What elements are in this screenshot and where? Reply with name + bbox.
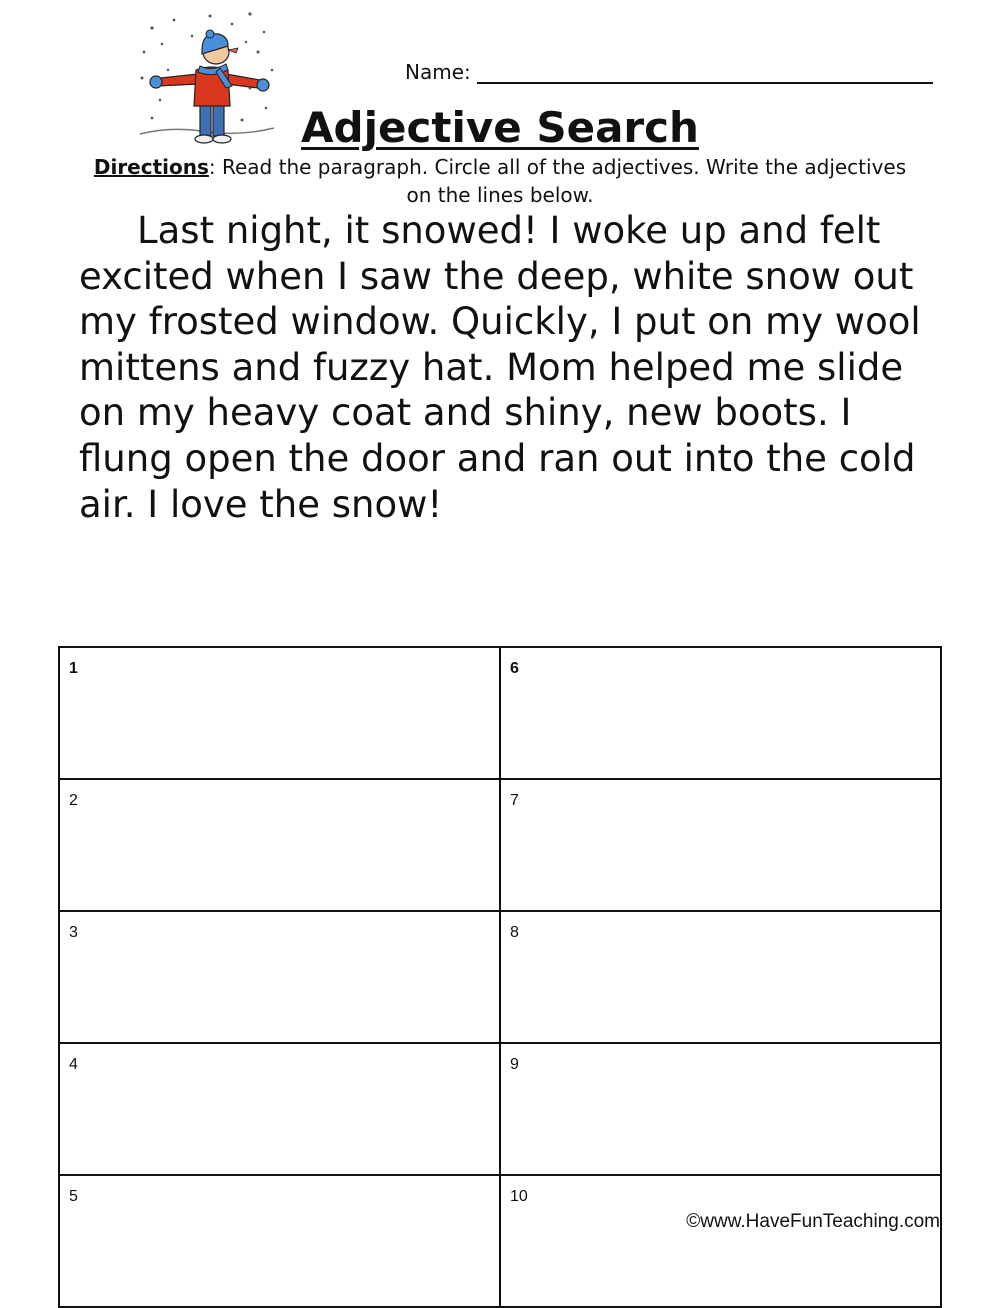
table-row [59, 1043, 941, 1175]
answer-cell[interactable]: 4 [59, 1043, 500, 1175]
directions-label: Directions [93, 155, 209, 179]
table-row [59, 779, 941, 911]
name-field[interactable] [405, 60, 933, 84]
answer-cell[interactable]: 10 [500, 1175, 941, 1307]
answer-cell[interactable]: 6 [500, 647, 941, 779]
answer-cell[interactable]: 3 [59, 911, 500, 1043]
directions [90, 153, 910, 209]
answer-table [58, 646, 942, 1308]
directions-text: : Read the paragraph. Circle all of the adjectives. Write the adjectives on the lines below. [208, 155, 907, 207]
table-row [59, 1175, 941, 1307]
answer-cell[interactable]: 5 [59, 1175, 500, 1307]
answer-cell[interactable]: 9 [500, 1043, 941, 1175]
answer-cell[interactable]: 2 [59, 779, 500, 911]
answer-cell[interactable]: 7 [500, 779, 941, 911]
table-row [59, 647, 941, 779]
page-title: Adjective Search [301, 103, 699, 152]
answer-cell[interactable]: 8 [500, 911, 941, 1043]
name-label: Name: [405, 60, 471, 84]
copyright-footer: ©www.HaveFunTeaching.com [686, 1211, 940, 1232]
answer-cell[interactable]: 1 [59, 647, 500, 779]
name-line[interactable] [477, 62, 933, 84]
table-row [59, 911, 941, 1043]
story-paragraph: Last night, it snowed! I woke up and felt excited when I saw the deep, white snow out my frosted window. Quickly, I put on my wool mittens and fuzzy hat. Mom helped me slide on my heavy coat and shiny, new boots. I flung open the door and ran out into the cold air. I love the snow! [79, 209, 921, 526]
